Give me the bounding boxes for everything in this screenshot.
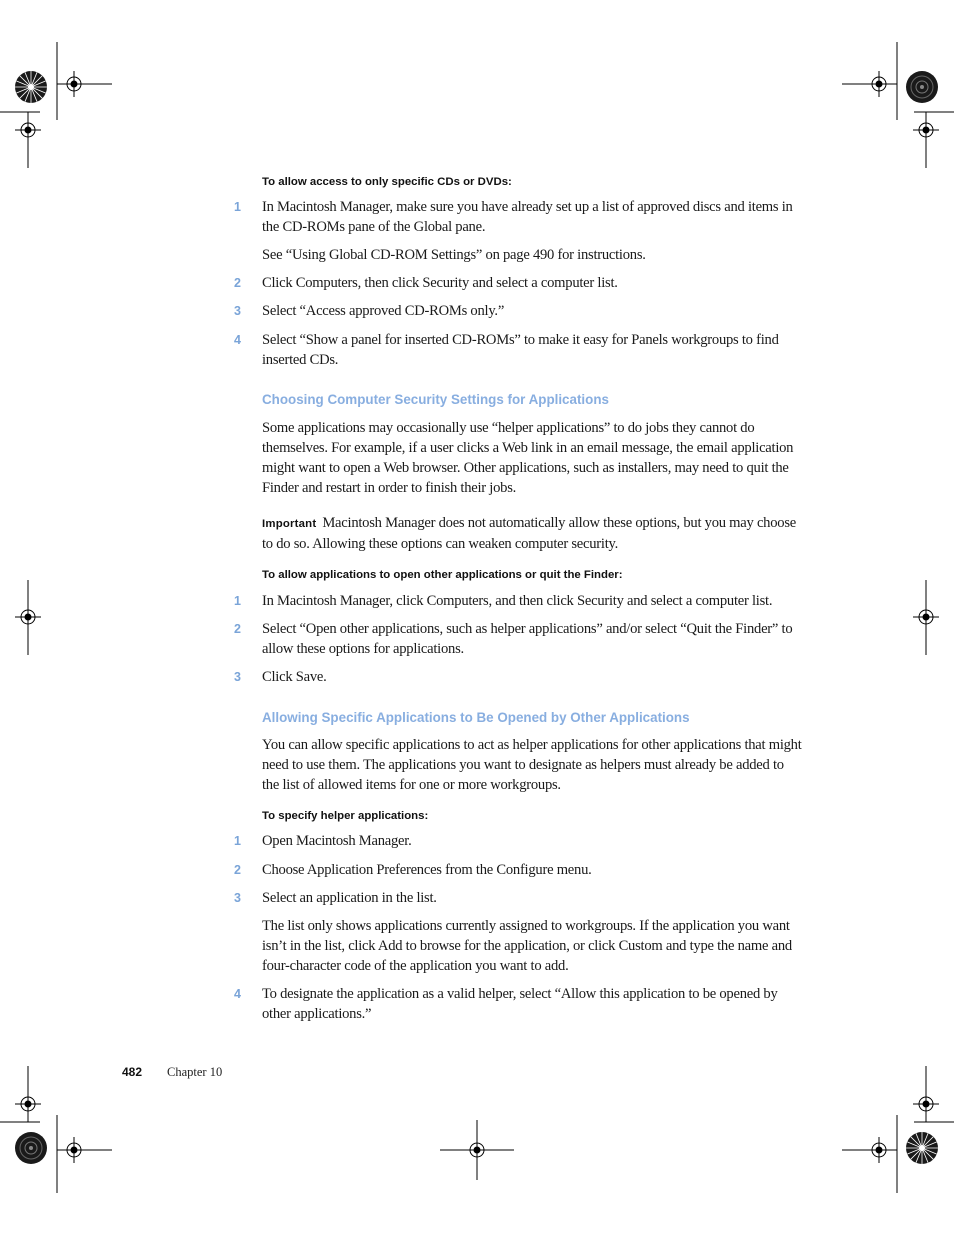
step-number: 4 xyxy=(234,333,241,347)
step-number: 2 xyxy=(234,863,241,877)
step-text: Select “Open other applications, such as helper applications” and/or select “Quit the Finder” to allow these options for applications. xyxy=(262,621,793,657)
step-number: 2 xyxy=(234,276,241,290)
step-text: Click Computers, then click Security and select a computer list. xyxy=(262,275,618,291)
step-text: Click Save. xyxy=(262,669,327,685)
step-text: In Macintosh Manager, click Computers, and then click Security and select a computer list. xyxy=(262,593,773,609)
step-text: Open Macintosh Manager. xyxy=(262,833,412,849)
step-text: Select “Access approved CD-ROMs only.” xyxy=(262,303,505,319)
important-text: Macintosh Manager does not automatically allow these options, but you may choose to do so. Allowing these options can weaken computer security. xyxy=(262,515,796,552)
section-heading: Allowing Specific Applications to Be Opened by Other Applications xyxy=(262,710,690,725)
step-number: 3 xyxy=(234,304,241,318)
section-paragraph: Some applications may occasionally use “helper applications” to do jobs they cannot do themselves. For example, if a user clicks a Web link in an email message, the email application might want to open a Web browser. Other applications, such as installers, may need to quit the Finder and restart in order to finish their jobs. xyxy=(262,420,794,496)
step-number: 1 xyxy=(234,834,241,848)
cd-procedure-heading: To allow access to only specific CDs or DVDs: xyxy=(262,176,512,188)
section-heading: Choosing Computer Security Settings for Applications xyxy=(262,392,609,407)
chapter-label: Chapter 10 xyxy=(167,1065,223,1079)
step-text: In Macintosh Manager, make sure you have already set up a list of approved discs and items in the CD-ROMs pane of the Global pane. xyxy=(262,199,793,235)
step-number: 2 xyxy=(234,622,241,636)
step-number: 4 xyxy=(234,987,241,1001)
page-number: 482 xyxy=(122,1065,143,1079)
step-text: Choose Application Preferences from the Configure menu. xyxy=(262,862,592,878)
step-text: Select an application in the list. xyxy=(262,890,437,906)
open-procedure-heading: To allow applications to open other applications or quit the Finder: xyxy=(262,569,623,581)
step-number: 3 xyxy=(234,670,241,684)
step-number: 1 xyxy=(234,594,241,608)
step-note: See “Using Global CD-ROM Settings” on page 490 for instructions. xyxy=(262,247,646,263)
important-label: Important xyxy=(262,518,317,530)
step-text: To designate the application as a valid helper, select “Allow this application to be opened by other applications.” xyxy=(262,986,778,1022)
section-paragraph: You can allow specific applications to act as helper applications for other applications that might need to use them. The applications you want to designate as helpers must already be added to the list of allowed items for one or more workgroups. xyxy=(262,737,802,793)
helper-procedure-heading: To specify helper applications: xyxy=(262,810,429,822)
step-number: 3 xyxy=(234,891,241,905)
important-note xyxy=(262,513,804,554)
step-note: The list only shows applications currently assigned to workgroups. If the application you want isn’t in the list, click Add to browse for the application, or click Custom and type the name and four-character code of the application you want to add. xyxy=(262,918,792,974)
step-number: 1 xyxy=(234,200,241,214)
step-text: Select “Show a panel for inserted CD-ROMs” to make it easy for Panels workgroups to find inserted CDs. xyxy=(262,332,779,368)
